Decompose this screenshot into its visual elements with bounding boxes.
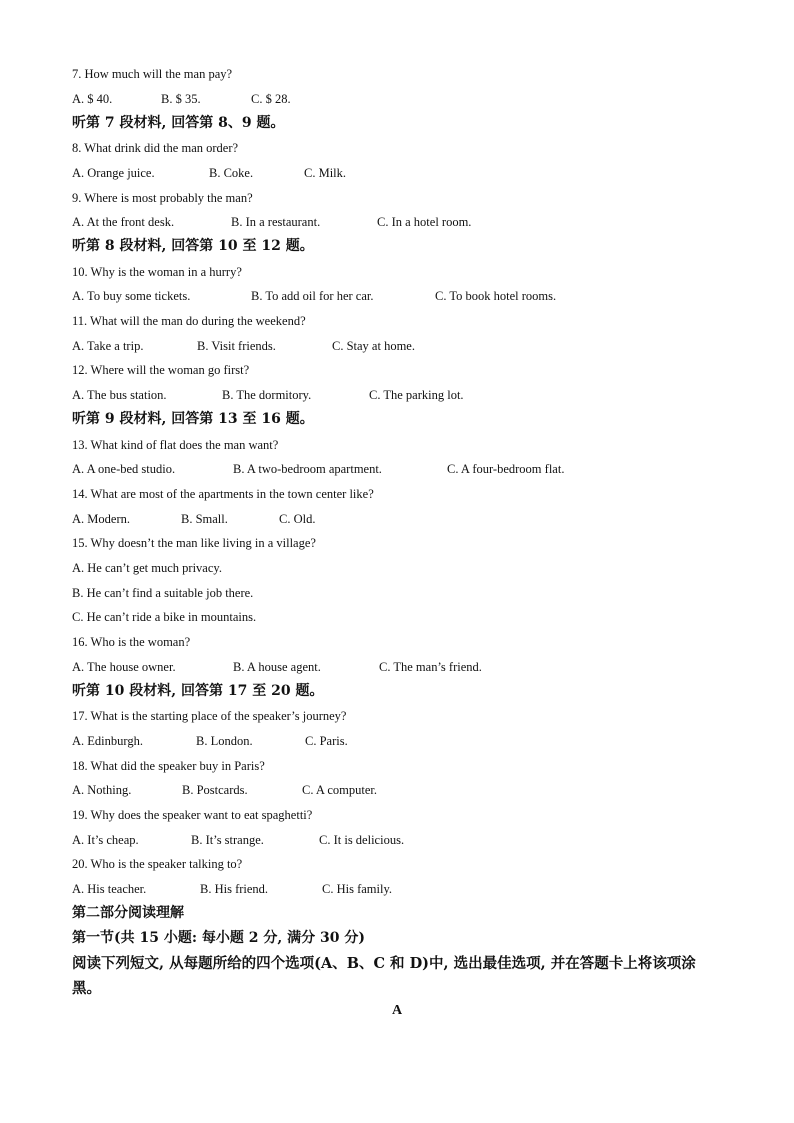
option-c: C. In a hotel room. (377, 215, 472, 229)
section-heading-7: 听第 7 段材料, 回答第 8、9 题。 (72, 115, 285, 131)
option-b: B. Visit friends. (197, 339, 276, 353)
question-7: 7. How much will the man pay? (72, 67, 233, 81)
option-c: C. His family. (322, 882, 393, 896)
option-c: C. Paris. (305, 734, 348, 748)
option-b: B. It’s strange. (191, 833, 264, 847)
option-a: A. The house owner. (72, 660, 176, 674)
option-c: C. He can’t ride a bike in mountains. (72, 610, 257, 624)
option-a: A. Modern. (72, 512, 130, 526)
option-c: C. Stay at home. (332, 339, 415, 353)
option-c: C. $ 28. (251, 92, 291, 106)
section-heading-8: 听第 8 段材料, 回答第 10 至 12 题。 (72, 238, 314, 254)
option-c: C. To book hotel rooms. (435, 289, 557, 303)
option-a: A. A one-bed studio. (72, 462, 176, 476)
question-16: 16. Who is the woman? (72, 635, 191, 649)
option-a: A. Orange juice. (72, 166, 155, 180)
passage-label: A (391, 1003, 403, 1018)
question-20: 20. Who is the speaker talking to? (72, 857, 243, 871)
section-heading-10: 听第 10 段材料, 回答第 17 至 20 题。 (72, 683, 324, 699)
question-8: 8. What drink did the man order? (72, 141, 239, 155)
option-a: A. His teacher. (72, 882, 147, 896)
option-b: B. His friend. (200, 882, 269, 896)
question-14: 14. What are most of the apartments in the town center like? (72, 487, 374, 501)
question-13: 13. What kind of flat does the man want? (72, 438, 279, 452)
option-b: B. A house agent. (233, 660, 321, 674)
option-a: A. Take a trip. (72, 339, 144, 353)
question-19: 19. Why does the speaker want to eat spaghetti? (72, 808, 313, 822)
option-b: B. Postcards. (182, 783, 248, 797)
option-b: B. He can’t find a suitable job there. (72, 586, 254, 600)
option-c: C. Milk. (304, 166, 347, 180)
section-heading-9: 听第 9 段材料, 回答第 13 至 16 题。 (72, 411, 314, 427)
question-12: 12. Where will the woman go first? (72, 363, 250, 377)
part-2-section-1: 第一节(共 15 小题: 每小题 2 分, 满分 30 分) (72, 930, 365, 946)
option-c: C. A four-bedroom flat. (447, 462, 565, 476)
option-b: B. To add oil for her car. (251, 289, 374, 303)
question-15: 15. Why doesn’t the man like living in a village? (72, 536, 316, 550)
option-a: A. The bus station. (72, 388, 167, 402)
option-c: C. A computer. (302, 783, 377, 797)
option-b: B. The dormitory. (222, 388, 312, 402)
option-a: A. Edinburgh. (72, 734, 143, 748)
part-2-title: 第二部分阅读理解 (72, 905, 184, 921)
option-a: A. Nothing. (72, 783, 132, 797)
option-b: B. $ 35. (161, 92, 201, 106)
option-c: C. It is delicious. (319, 833, 405, 847)
option-b: B. Coke. (209, 166, 254, 180)
part-2-instructions: 阅读下列短文, 从每题所给的四个选项(A、B、C 和 D)中, 选出最佳选项, 并在答题卡上将该项涂黑。 (72, 955, 696, 997)
question-11: 11. What will the man do during the weekend? (72, 314, 306, 328)
option-a: A. At the front desk. (72, 215, 175, 229)
option-b: B. Small. (181, 512, 228, 526)
question-18: 18. What did the speaker buy in Paris? (72, 759, 265, 773)
option-a: A. To buy some tickets. (72, 289, 191, 303)
option-c: C. The parking lot. (369, 388, 464, 402)
question-17: 17. What is the starting place of the speaker’s journey? (72, 709, 347, 723)
option-a: A. $ 40. (72, 92, 113, 106)
option-a: A. He can’t get much privacy. (72, 561, 222, 575)
question-9: 9. Where is most probably the man? (72, 191, 253, 205)
question-10: 10. Why is the woman in a hurry? (72, 265, 242, 279)
option-b: B. A two-bedroom apartment. (233, 462, 382, 476)
option-a: A. It’s cheap. (72, 833, 139, 847)
option-b: B. In a restaurant. (231, 215, 321, 229)
option-b: B. London. (196, 734, 253, 748)
option-c: C. The man’s friend. (379, 660, 482, 674)
option-c: C. Old. (279, 512, 316, 526)
